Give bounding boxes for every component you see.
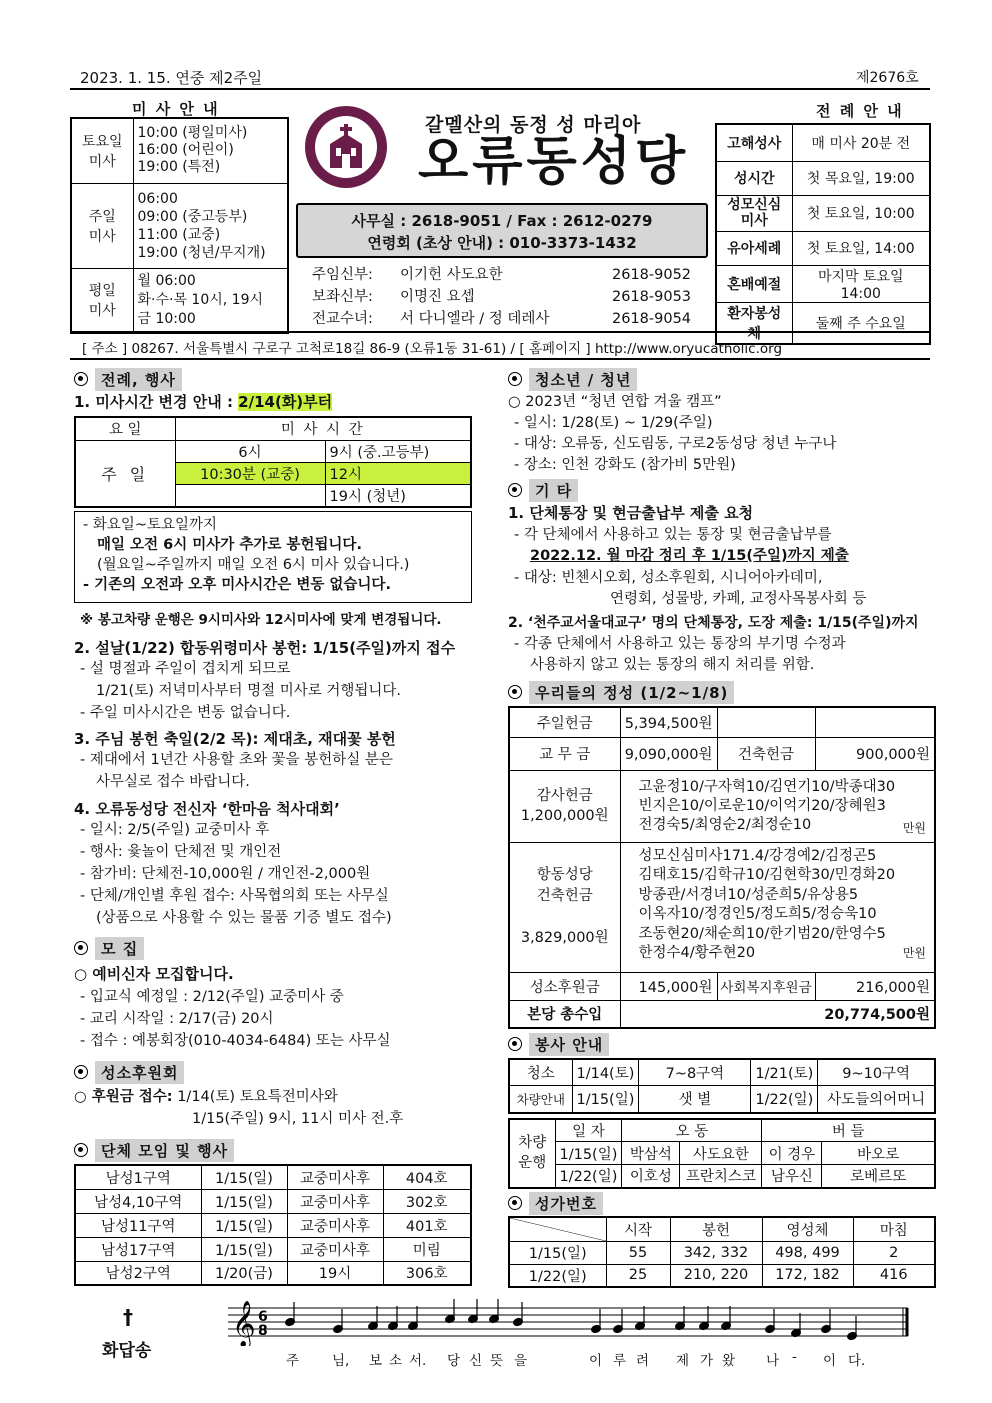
group-name: 남성11구역 [75,1213,201,1237]
mass-change-date: 2/14(화)부터 [238,393,333,411]
section-recruit [74,937,144,959]
section-label: 단체 모임 및 행사 [95,1139,234,1162]
header-bottom-rule [70,331,930,333]
group-time: 교중미사후 [287,1165,383,1189]
driver-baptism: 바오로 [822,1142,935,1165]
lyric-syllable: 나 [766,1353,780,1369]
service-date: 1/14(토) [572,1059,639,1085]
item-2-line: 1/21(토) 저녁미사부터 명절 미사로 거행됩니다. [96,683,402,699]
church-icon [326,124,366,170]
etc-line: 사용하지 않고 있는 통장의 해지 처리를 위함. [530,657,815,673]
section-group-meetings [74,1139,234,1161]
item-4-line: - 일시: 2/5(주일) 교중미사 후 [80,822,270,838]
group-room: 401호 [383,1213,471,1237]
service-team: 사도들의어머니 [818,1085,935,1113]
table-row [75,1213,471,1237]
mass-times-sun: 06:00 09:00 (중고등부) 11:00 (교중) 19:00 (청년/무지개) [133,183,288,268]
liturgy-table [715,123,931,345]
etc-line: - 각종 단체에서 사용하고 있는 통장의 부기명 수정과 [514,636,846,652]
col-header-odong: 오 동 [622,1119,762,1142]
recruit-line: - 접수 : 예봉회장(010-4034-6484) 또는 사무실 [80,1033,391,1049]
staff-tel: 2618-9054 [612,311,692,327]
group-date: 1/15(일) [201,1213,287,1237]
note-line: (월요일~주일까지 매일 오전 6시 미사 있습니다.) [97,557,410,573]
mass-day-weekday: 평일 미사 [71,268,133,333]
item-2-line: - 설 명절과 주일이 겹치게 되므로 [80,661,291,677]
service-table [508,1058,936,1114]
youth-heading: ○ 2023년 “청년 연합 겨울 캠프” [508,394,722,410]
col-header-beodeul: 버 들 [762,1119,935,1142]
table-row [509,1264,935,1287]
office-phone: 사무실 : 2618-9051 / Fax : 2612-0279 [351,212,653,230]
bullet-icon [74,941,88,955]
liturgy-value: 매 미사 20분 전 [792,124,930,161]
hymn-number: 416 [853,1264,935,1287]
col-header-day: 요 일 [75,417,175,440]
date-line: 2023. 1. 15. 연중 제2주일 [80,69,263,87]
vocation-line [74,1087,338,1107]
group-room: 미림 [383,1237,471,1261]
service-type: 청소 [509,1059,572,1085]
table-row [509,1241,935,1264]
item-3-line: 사무실로 접수 바랍니다. [96,774,250,790]
liturgy-item: 성시간 [716,161,792,195]
mass-time-cell: 19시 (청년) [325,484,471,507]
etc-line: - 각 단체에서 사용하고 있는 통장 및 현금출납부를 [514,527,832,543]
section-label: 기 타 [529,479,578,502]
offering-total-value: 20,774,500원 [620,1000,935,1028]
section-service [508,1033,609,1055]
liturgy-item: 유아세례 [716,231,792,265]
hymn-number: 55 [606,1241,670,1264]
funeral-contact: 연령회 (초상 안내) : 010-3373-1432 [367,234,637,252]
mass-times-weekday: 월 06:00 화·수·목 10시, 19시 금 10:00 [133,268,288,333]
mass-times-sat: 10:00 (평일미사) 16:00 (어린이) 19:00 (특전) [133,118,288,183]
lyric-syllable: 당 [447,1353,461,1369]
group-room: 404호 [383,1165,471,1189]
driver-name: 이호성 [622,1165,680,1188]
offering-total-label: 본당 총수입 [509,1000,620,1028]
offering-value: 5,394,500원 [620,707,717,737]
staff-name: 이기헌 사도요한 [400,267,503,283]
etc-line: 2022.12. 월 마감 정리 후 1/15(주일)까지 제출 [530,548,849,564]
item-4-line: - 참가비: 단체전-10,000원 / 개인전-2,000원 [80,866,371,882]
youth-line: - 대상: 오류동, 신도림동, 구로2동성당 청년 누구나 [514,436,837,452]
item-3-heading: 3. 주님 봉헌 축일(2/2 목): 제대초, 재대꽃 봉헌 [74,730,396,748]
service-team: 9~10구역 [818,1059,935,1085]
recruit-heading: ○ 예비신자 모집합니다. [74,965,234,983]
group-name: 남성17구역 [75,1237,201,1261]
driver-name: 남우신 [762,1165,822,1188]
mass-change-note-box [74,511,472,603]
item-2-line: - 주일 미사시간은 변동 없습니다. [80,705,291,721]
liturgy-item: 고해성사 [716,124,792,161]
psalm-lyrics [228,1349,913,1369]
lyric-syllable: 다. [848,1353,866,1369]
col-header-time: 미 사 시 간 [175,417,471,440]
empty-cell [717,707,815,737]
staff-list [312,264,702,330]
etc-heading: 2. ‘천주교서울대교구’ 명의 단체통장, 도장 제출: 1/15(주일)까지 [508,615,919,631]
bullet-icon [508,372,522,386]
bullet-icon [508,1196,522,1210]
offering-label: 사회복지후원금 [717,972,815,1000]
hymn-number: 25 [606,1264,670,1287]
bullet-icon [74,1065,88,1079]
bullet-icon [74,372,88,386]
group-date: 1/20(금) [201,1261,287,1285]
hymn-date: 1/22(일) [509,1264,606,1287]
mass-change-text: 1. 미사시간 변경 안내 : [74,393,239,411]
youth-line: - 장소: 인천 강화도 (참가비 5만원) [514,457,736,473]
group-room: 306호 [383,1261,471,1285]
office-contact-box [296,203,708,258]
liturgy-value: 마지막 토요일 14:00 [792,265,930,302]
group-date: 1/15(일) [201,1165,287,1189]
lyric-syllable: 이 [589,1353,603,1369]
section-label: 성가번호 [529,1192,603,1215]
cross-icon: † [123,1305,133,1329]
section-label: 성소후원회 [95,1061,184,1084]
donor-list: 고윤정10/구자혁10/김연기10/박종대30 빈지은10/이로운10/이억기20/장혜원3 전경숙5/최영순2/최정순10 [638,778,896,833]
unit-label: 만원 [902,820,926,835]
group-time: 교중미사후 [287,1213,383,1237]
day-sunday: 주 일 [75,440,175,507]
vocation-line: 1/15(주일) 9시, 11시 미사 전.후 [192,1111,404,1127]
group-date: 1/15(일) [201,1237,287,1261]
section-vocation-support [74,1061,184,1083]
parish-subtitle: 갈멜산의 동정 성 마리아 [425,114,642,136]
group-name: 남성2구역 [75,1261,201,1285]
offering-value: 145,000원 [620,972,717,1000]
offering-donors [620,770,935,842]
item-4-heading: 4. 오류동성당 전신자 ‘한마음 척사대회’ [74,800,340,818]
donor-list: 성모신심미사171.4/강경예2/김정곤5 김태호15/김학규10/김현학30/민경화20 방종관/서경녀10/성준희5/유상용5 이옥자10/정경인5/정도희5/정승욱10 조동현20/채순희10/한기범20/한영수5 한정수4/황주현20 [638,847,896,961]
service-date: 1/15(일) [572,1085,639,1113]
liturgy-value: 둘째 주 수요일 [792,302,930,344]
offering-label: 감사헌금 1,200,000원 [509,770,620,842]
vocation-label: ○ 후원금 접수: [74,1089,173,1105]
mass-guide-title: 미 사 안 내 [132,100,220,118]
group-time: 교중미사후 [287,1237,383,1261]
offering-label: 주일헌금 [509,707,620,737]
table-row [75,1189,471,1213]
section-youth [508,368,637,390]
group-time: 19시 [287,1261,383,1285]
section-label: 청소년 / 청년 [529,368,637,391]
staff-name: 이명진 요셉 [400,289,475,305]
service-type: 차량안내 [509,1085,572,1113]
vehicle-table [508,1118,936,1189]
hymn-corner [509,1217,606,1241]
mass-time-cell: 12시 [325,462,471,484]
bullet-icon [74,1143,88,1157]
staff-tel: 2618-9052 [612,267,692,283]
group-meetings-table [74,1164,472,1286]
section-etc [508,479,578,501]
hymn-number: 342, 332 [670,1241,762,1264]
item-2-heading: 2. 설날(1/22) 합동위령미사 봉헌: 1/15(주일)까지 접수 [74,639,456,657]
etc-heading: 1. 단체통장 및 현금출납부 제출 요청 [508,504,754,522]
offering-label: 교 무 금 [509,737,620,770]
unit-label: 만원 [902,946,926,960]
lyric-syllable: 제 [676,1353,690,1369]
hymn-number: 498, 499 [762,1241,853,1264]
mass-time-cell: 6시 [175,440,325,462]
section-hymns [508,1192,603,1214]
offering-label: 건축헌금 [717,737,815,770]
group-room: 302호 [383,1189,471,1213]
group-date: 1/15(일) [201,1189,287,1213]
lyric-syllable: 님, [332,1353,350,1369]
etc-line: 연령회, 성물방, 카페, 교정사목봉사회 등 [610,591,867,607]
mass-change-heading [74,392,332,412]
hymn-table [508,1216,936,1288]
hymn-number: 172, 182 [762,1264,853,1287]
hymn-date: 1/15(일) [509,1241,606,1264]
address-rule [70,358,930,360]
note-line: - 화요일~토요일까지 [83,517,218,533]
section-label: 우리들의 정성 (1/2~1/8) [529,681,734,704]
table-row [75,1261,471,1285]
mass-schedule-table [70,117,289,334]
note-line: 매일 오전 6시 미사가 추가로 봉헌됩니다. [97,537,362,553]
offering-label: 항동성당 건축헌금 3,829,000원 [509,842,620,972]
lyric-syllable: 을 [514,1353,528,1369]
youth-line: - 일시: 1/28(토) ~ 1/29(주일) [514,415,713,431]
parish-logo [305,106,387,188]
vehicle-date: 1/22(일) [555,1165,622,1188]
bullet-icon [508,1037,522,1051]
lyric-syllable: 려 [636,1353,650,1369]
liturgy-guide-title: 전 례 안 내 [816,102,904,120]
liturgy-value: 첫 토요일, 14:00 [792,231,930,265]
lyric-syllable: 신 [469,1353,483,1369]
driver-name: 박삼석 [622,1142,680,1165]
table-row [75,1237,471,1261]
vehicle-date: 1/15(일) [555,1142,622,1165]
liturgy-value: 첫 목요일, 19:00 [792,161,930,195]
driver-baptism: 사도요한 [680,1142,762,1165]
staff-role: 전교수녀: [312,311,373,327]
lyric-syllable: 보 [369,1353,383,1369]
mass-day-sun: 주일 미사 [71,183,133,268]
offering-label: 성소후원금 [509,972,620,1000]
staff-role: 주임신부: [312,267,373,283]
vocation-date: 1/14(토) 토요특전미사와 [177,1089,338,1105]
address-line: [ 주소 ] 08267. 서울특별시 구로구 고척로18길 86-9 (오류1동 31-61) / [ 홈페이지 ] http://www.oryucatholic.org [82,341,783,357]
lyric-syllable: - [792,1349,797,1365]
offering-donors [620,842,935,972]
hymn-col-header: 시작 [606,1217,670,1241]
item-4-line: (상품으로 사용할 수 있는 물품 기증 별도 접수) [96,910,392,926]
staff-role: 보좌신부: [312,289,373,305]
group-name: 남성1구역 [75,1165,201,1189]
mass-time-cell: 10:30분 (교중) [175,462,325,484]
issue-number: 제2676호 [856,70,919,86]
svg-text:8: 8 [258,1323,268,1339]
section-label: 봉사 안내 [529,1033,609,1056]
staff-tel: 2618-9053 [612,289,692,305]
driver-name: 이 경우 [762,1142,822,1165]
offering-value: 900,000원 [815,737,935,770]
note-line: - 기존의 오전과 오후 미사시간은 변동 없습니다. [83,577,391,593]
section-label: 전례, 행사 [95,368,182,391]
lyric-syllable: 소 [389,1353,403,1369]
shuttle-notice: ※ 봉고차량 운행은 9시미사와 12시미사에 맞게 변경됩니다. [80,612,442,628]
driver-baptism: 로베르또 [822,1165,935,1188]
hymn-number: 2 [853,1241,935,1264]
service-team: 샛 별 [639,1085,751,1113]
liturgy-item: 환자봉성체 [716,302,792,344]
lyric-syllable: 서. [409,1353,427,1369]
mass-time-cell: 9시 (중.고등부) [325,440,471,462]
lyric-syllable: 가 [700,1353,714,1369]
item-4-line: - 단체/개인별 후원 접수: 사목협의회 또는 사무실 [80,888,389,904]
service-team: 7~8구역 [639,1059,751,1085]
hymn-col-header: 마침 [853,1217,935,1241]
group-time: 교중미사후 [287,1189,383,1213]
section-label: 모 집 [95,937,144,960]
service-date: 1/22(일) [751,1085,818,1113]
top-rule [70,88,930,90]
col-header-date: 일 자 [555,1119,622,1142]
offerings-table [508,706,936,1029]
svg-text:6: 6 [258,1309,268,1325]
item-3-line: - 제대에서 1년간 사용할 초와 꽃을 봉헌하실 분은 [80,752,393,768]
etc-line: - 대상: 빈첸시오회, 성소후원회, 시니어아카데미, [514,570,823,586]
hymn-col-header: 봉헌 [670,1217,762,1241]
lyric-syllable: 이 [823,1353,837,1369]
hymn-number: 210, 220 [670,1264,762,1287]
empty-cell [815,707,935,737]
lyric-syllable: 왔 [722,1353,736,1369]
music-staff [228,1298,913,1346]
offering-value: 9,090,000원 [620,737,717,770]
section-offerings [508,681,734,703]
lyric-syllable: 뜻 [490,1353,504,1369]
hymn-col-header: 영성체 [762,1217,853,1241]
lyric-syllable: 주 [286,1353,300,1369]
treble-clef-icon: 𝄞 [232,1301,256,1346]
mass-change-table [74,416,472,508]
bullet-icon [508,483,522,497]
recruit-line: - 입교식 예정일 : 2/12(주일) 교중미사 중 [80,989,344,1005]
liturgy-value: 첫 토요일, 10:00 [792,195,930,231]
parish-title: 오류동성당 [418,132,690,192]
mass-time-cell [175,484,325,507]
section-liturgy-events [74,368,182,390]
offering-value: 216,000원 [815,972,935,1000]
item-4-line: - 행사: 윷놀이 단체전 및 개인전 [80,844,282,860]
group-name: 남성4,10구역 [75,1189,201,1213]
liturgy-item: 성모신심 미사 [716,195,792,231]
psalm-label: 화답송 [102,1341,152,1361]
mass-day-sat: 토요일 미사 [71,118,133,183]
lyric-syllable: 루 [613,1353,627,1369]
service-date: 1/21(토) [751,1059,818,1085]
bullet-icon [508,685,522,699]
vehicle-label: 차량 운행 [509,1119,555,1188]
recruit-line: - 교리 시작일 : 2/17(금) 20시 [80,1011,274,1027]
staff-name: 서 다니엘라 / 정 데레사 [400,311,550,327]
driver-baptism: 프란치스코 [680,1165,762,1188]
table-row [75,1165,471,1189]
liturgy-item: 혼배예절 [716,265,792,302]
